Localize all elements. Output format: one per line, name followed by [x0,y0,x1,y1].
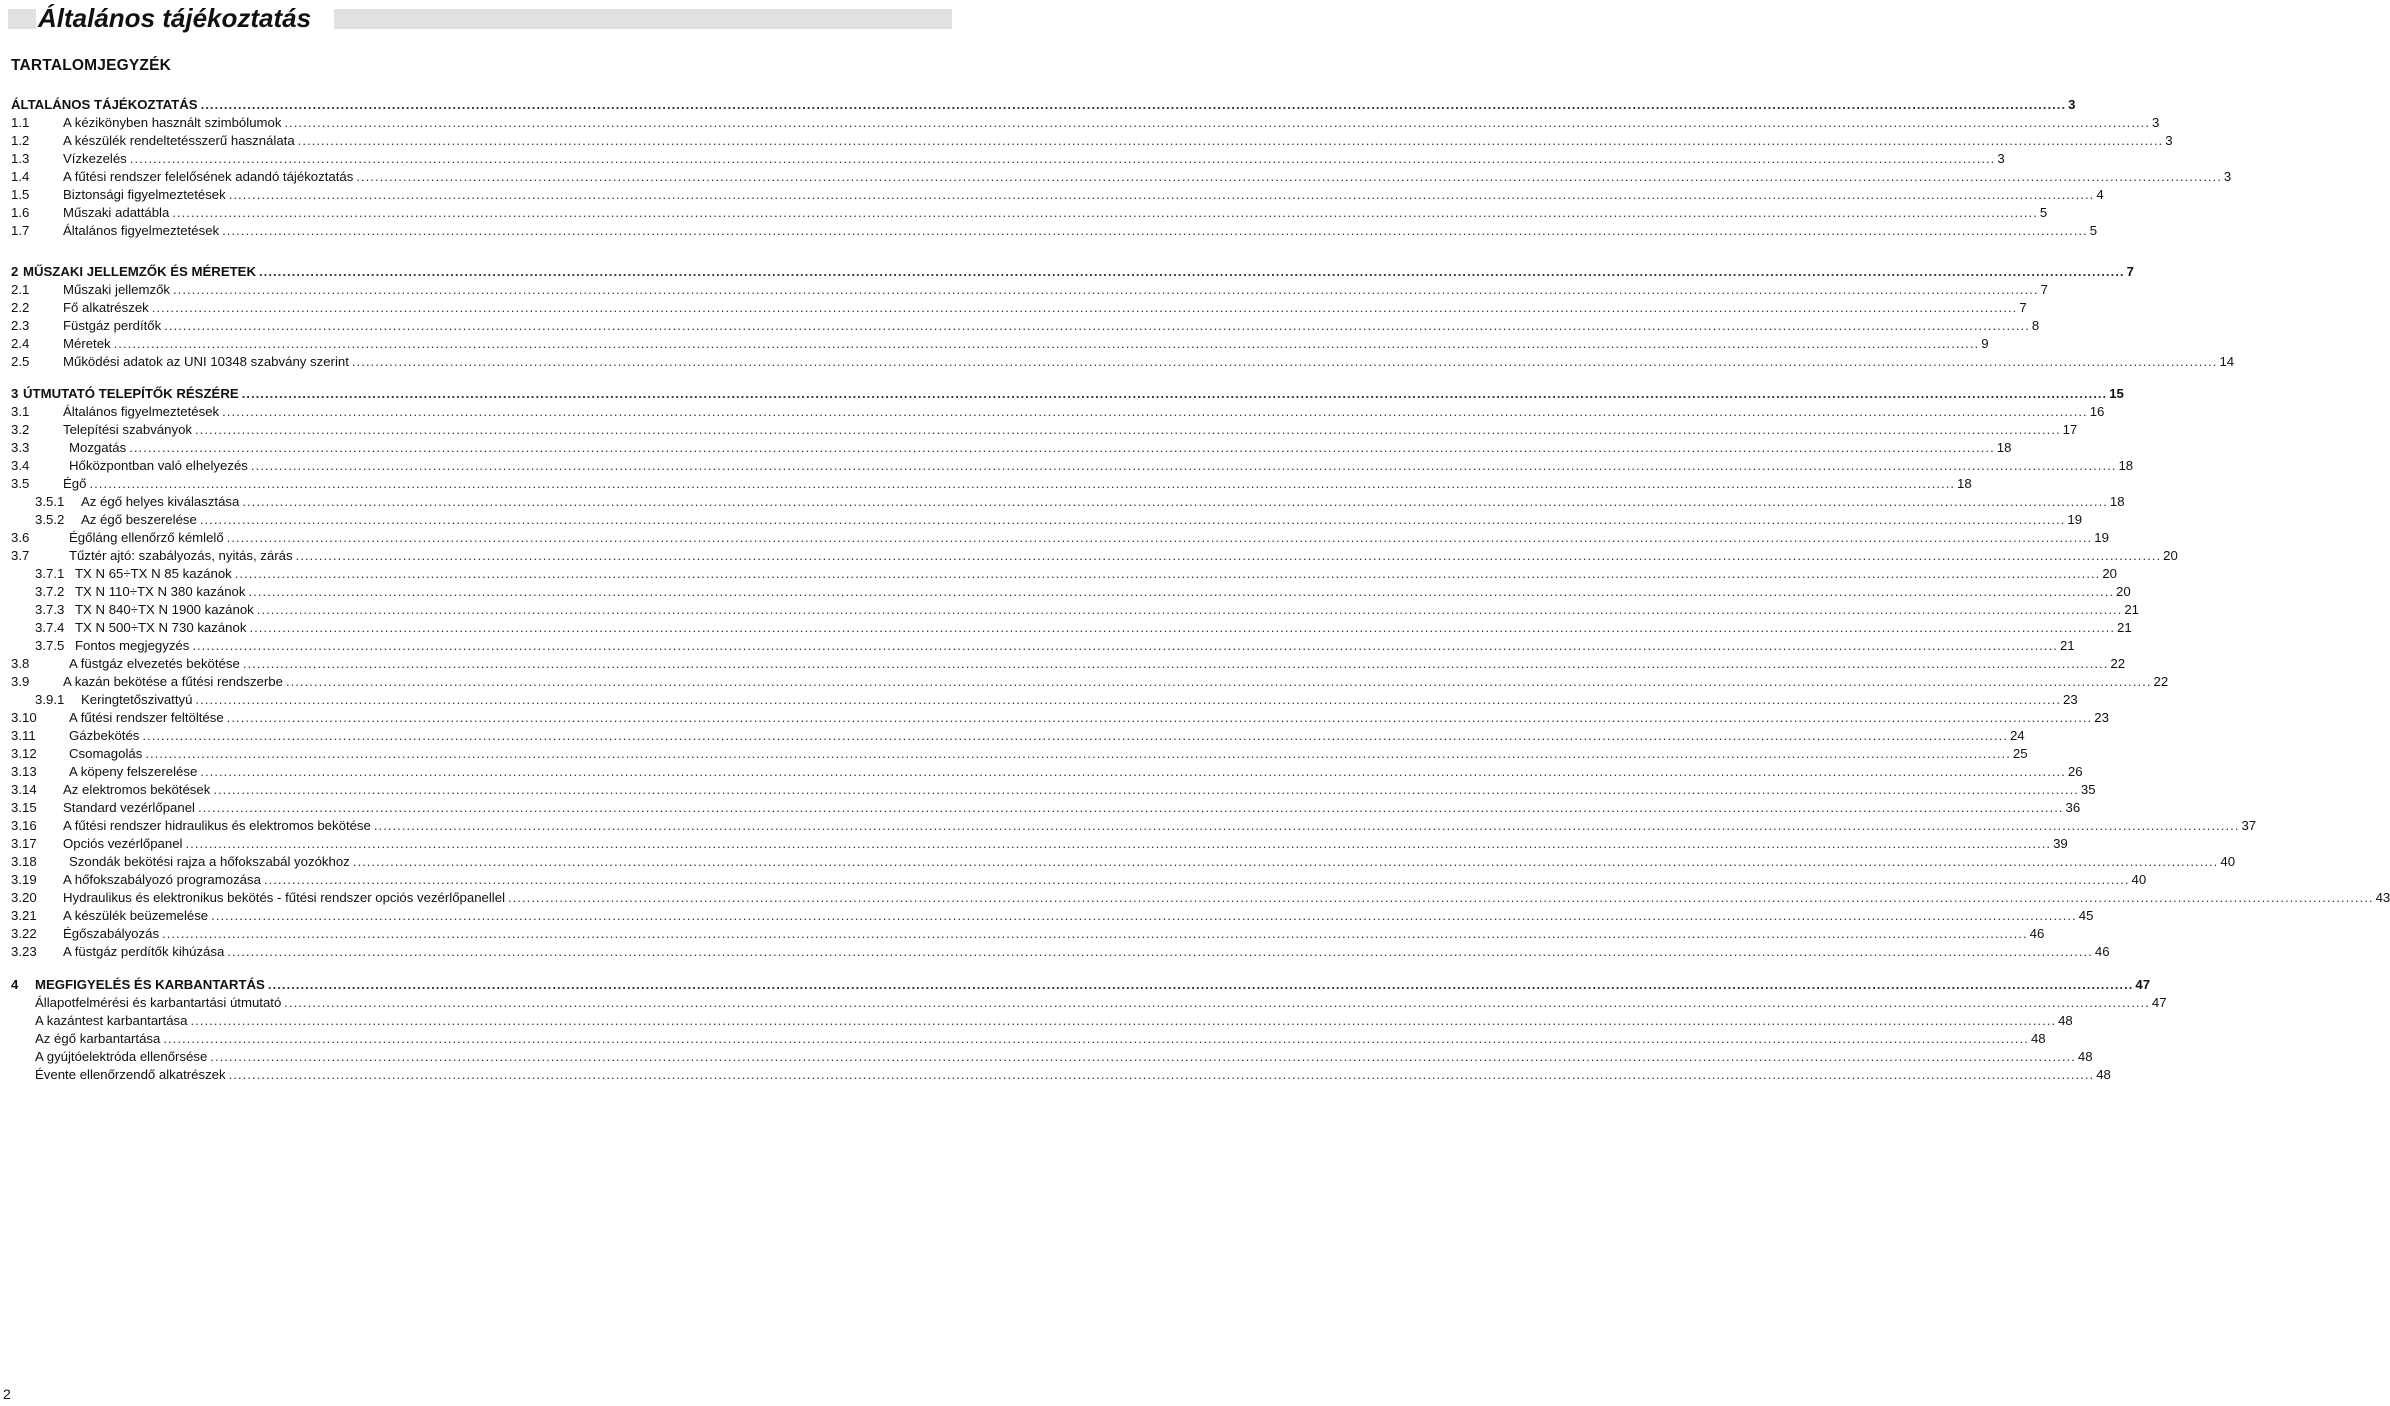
toc-leader-dots: ................................................................................................................................................................................................................................................................................................................................................................................................................ [129,151,1996,166]
toc-entry-title: Állapotfelmérési és karbantartási útmutató [35,994,284,1012]
toc-entry-page: 21 [2124,602,2140,617]
toc-entry-page: 18 [2109,494,2125,509]
toc-entry-title: A füstgáz perdítők kihúzása [63,943,227,961]
toc-leader-dots: ................................................................................................................................................................................................................................................................................................................................................................................................................ [227,944,2093,959]
toc-leader-dots: ................................................................................................................................................................................................................................................................................................................................................................................................................ [226,710,2093,725]
toc-entry[interactable] [11,1048,2093,1066]
toc-entry-title: ÚTMUTATÓ TELEPÍTŐK RÉSZÉRE [23,385,242,403]
toc-entry-number: 3.14 [11,782,37,797]
toc-entry-number: 3.7.3 [35,602,65,617]
toc-entry-title: TX N 500÷TX N 730 kazánok [75,619,249,637]
toc-leader-dots: ................................................................................................................................................................................................................................................................................................................................................................................................................ [356,169,2222,184]
toc-entry[interactable] [11,186,2104,204]
toc-entry-page: 23 [2094,710,2109,725]
toc-entry-number: 2 [11,264,19,279]
toc-entry[interactable] [11,335,1989,353]
toc-leader-dots: ................................................................................................................................................................................................................................................................................................................................................................................................................ [228,1067,2095,1082]
toc-entry-page: 45 [2078,908,2094,923]
toc-leader-dots: ................................................................................................................................................................................................................................................................................................................................................................................................................ [199,512,2066,527]
toc-entry-title: Mozgatás [69,439,129,457]
toc-entry-title: A készülék rendeltetésszerű használata [63,132,298,150]
toc-entry-page: 5 [2089,223,2098,238]
toc-entry[interactable] [11,403,2105,421]
toc-entry[interactable] [11,601,2140,619]
toc-leader-dots: ................................................................................................................................................................................................................................................................................................................................................................................................................ [285,674,2152,689]
toc-entry-title: Az égő helyes kiválasztása [81,493,242,511]
toc-entry[interactable] [11,1012,2073,1030]
toc-entry-number: 3.21 [11,908,37,923]
toc-leader-dots: ................................................................................................................................................................................................................................................................................................................................................................................................................ [508,890,2374,905]
toc-entry-title: TX N 110÷TX N 380 kazánok [75,583,248,601]
toc-leader-dots: ................................................................................................................................................................................................................................................................................................................................................................................................................ [234,566,2101,581]
toc-entry-number: 1.3 [11,151,30,166]
toc-entry[interactable] [11,493,2125,511]
toc-entry-title: Fő alkatrészek [63,299,152,317]
toc-leader-dots: ................................................................................................................................................................................................................................................................................................................................................................................................................ [259,264,2125,279]
toc-entry-page: 19 [2067,512,2083,527]
toc-entry[interactable] [11,168,2232,186]
toc-leader-dots: ................................................................................................................................................................................................................................................................................................................................................................................................................ [210,1049,2076,1064]
toc-entry-number: 3.5.2 [35,512,65,527]
header-bar-right [334,9,952,29]
toc-entry-title: TX N 840÷TX N 1900 kazánok [75,601,257,619]
toc-entry-number: 4 [11,977,19,992]
toc-entry-title: A fűtési rendszer hidraulikus és elektromos bekötése [63,817,374,835]
toc-entry-number: 1.5 [11,187,30,202]
toc-entry[interactable] [11,353,2235,371]
toc-entry-number: 2.5 [11,354,30,369]
toc-entry-number: 3.10 [11,710,37,725]
toc-entry[interactable] [11,529,2109,547]
toc-leader-dots: ................................................................................................................................................................................................................................................................................................................................................................................................................ [352,854,2219,869]
toc-entry-number: 2.2 [11,300,30,315]
toc-entry-page: 3 [2068,97,2076,112]
toc-leader-dots: ................................................................................................................................................................................................................................................................................................................................................................................................................ [195,422,2061,437]
toc-leader-dots: ................................................................................................................................................................................................................................................................................................................................................................................................................ [151,300,2018,315]
toc-entry-title: Standard vezérlőpanel [63,799,198,817]
toc-entry-page: 20 [2163,548,2178,563]
toc-entry-title: Az égő karbantartása [35,1030,163,1048]
toc-entry[interactable] [11,114,2160,132]
toc-entry-number: 3.7.4 [35,620,65,635]
toc-entry[interactable] [11,421,2078,439]
toc-entry-page: 46 [2094,944,2110,959]
toc-entry-number: 3.3 [11,440,30,455]
toc-entry-title: Műszaki adattábla [63,204,172,222]
toc-entry-title: Általános figyelmeztetések [63,222,222,240]
toc-entry[interactable] [11,583,2131,601]
toc-entry-page: 22 [2153,674,2169,689]
toc-entry-number: 3.1 [11,404,30,419]
toc-leader-dots: ................................................................................................................................................................................................................................................................................................................................................................................................................ [222,404,2088,419]
toc-leader-dots: ................................................................................................................................................................................................................................................................................................................................................................................................................ [190,1013,2057,1028]
toc-entry-page: 16 [2089,404,2105,419]
toc-entry-number: 3.9.1 [35,692,65,707]
toc-leader-dots: ................................................................................................................................................................................................................................................................................................................................................................................................................ [163,1031,2029,1046]
toc-entry-page: 47 [2151,995,2167,1010]
toc-entry-page: 3 [1997,151,2005,166]
toc-entry-title: Fontos megjegyzés [75,637,192,655]
toc-entry-number: 3.12 [11,746,37,761]
toc-entry-number: 3.11 [11,728,36,743]
toc-entry-title: Működési adatok az UNI 10348 szabvány szerint [63,353,352,371]
toc-entry-page: 3 [2223,169,2232,184]
toc-entry-number: 3.2 [11,422,30,437]
toc-entry-page: 17 [2062,422,2078,437]
toc-entry-number: 3.7.2 [35,584,65,599]
toc-entry-title: MEGFIGYELÉS ÉS KARBANTARTÁS [35,976,268,994]
toc-entry-page: 48 [2096,1067,2111,1082]
toc-leader-dots: ................................................................................................................................................................................................................................................................................................................................................................................................................ [256,602,2123,617]
toc-leader-dots: ................................................................................................................................................................................................................................................................................................................................................................................................................ [164,318,2030,333]
toc-entry[interactable] [11,763,2083,781]
toc-entry-title: A füstgáz elvezetés bekötése [69,655,243,673]
toc-entry-number: 3.8 [11,656,30,671]
toc-entry-page: 7 [2126,264,2134,279]
toc-entry[interactable] [11,745,2028,763]
toc-entry-title: A kézikönyben használt szimbólumok [63,114,284,132]
toc-entry-page: 20 [2116,584,2131,599]
toc-entry-page: 23 [2063,692,2078,707]
toc-entry-title: Keringtetőszivattyú [81,691,195,709]
toc-entry-page: 25 [2012,746,2028,761]
header-bar-left [8,9,36,29]
toc-entry-title: Az égő beszerelése [81,511,200,529]
toc-entry-title: Füstgáz perdítők [63,317,164,335]
toc-entry-number: 1.6 [11,205,30,220]
toc-entry-title: A kazán bekötése a fűtési rendszerbe [63,673,286,691]
toc-leader-dots: ................................................................................................................................................................................................................................................................................................................................................................................................................ [284,115,2151,130]
toc-leader-dots: ................................................................................................................................................................................................................................................................................................................................................................................................................ [297,133,2164,148]
toc-entry-title: A gyújtóelektróda ellenőrsése [35,1048,210,1066]
toc-entry-title: Égőláng ellenőrző kémlelő [69,529,227,547]
toc-entry-title: Évente ellenőrzendő alkatrészek [35,1066,229,1084]
toc-entry-title: Égőszabályozás [63,925,162,943]
toc-entry-page: 46 [2029,926,2045,941]
toc-leader-dots: ................................................................................................................................................................................................................................................................................................................................................................................................................ [373,818,2240,833]
toc-entry-number: 3.17 [11,836,37,851]
toc-entry[interactable] [11,799,2081,817]
toc-leader-dots: ................................................................................................................................................................................................................................................................................................................................................................................................................ [162,926,2028,941]
toc-entry[interactable] [11,547,2178,565]
toc-entry-page: 47 [2135,977,2151,992]
toc-entry[interactable] [11,263,2134,281]
toc-entry-number: 3.7.1 [35,566,65,581]
toc-leader-dots: ................................................................................................................................................................................................................................................................................................................................................................................................................ [250,458,2117,473]
toc-leader-dots: ................................................................................................................................................................................................................................................................................................................................................................................................................ [226,530,2093,545]
toc-entry[interactable] [11,511,2083,529]
toc-leader-dots: ................................................................................................................................................................................................................................................................................................................................................................................................................ [192,638,2058,653]
toc-entry-page: 7 [2019,300,2027,315]
toc-entry-title: Csomagolás [69,745,145,763]
toc-entry-page: 24 [2009,728,2025,743]
toc-leader-dots: ................................................................................................................................................................................................................................................................................................................................................................................................................ [295,548,2162,563]
toc-entry-page: 18 [1996,440,2012,455]
toc-entry-number: 1.1 [11,115,30,130]
toc-entry[interactable] [11,673,2169,691]
toc-leader-dots: ................................................................................................................................................................................................................................................................................................................................................................................................................ [197,800,2064,815]
toc-entry-page: 18 [1957,476,1972,491]
toc-entry[interactable] [11,1030,2046,1048]
toc-entry[interactable] [11,1066,2111,1084]
toc-entry-number: 3.6 [11,530,30,545]
toc-leader-dots: ................................................................................................................................................................................................................................................................................................................................................................................................................ [242,656,2109,671]
toc-entry-title: Az elektromos bekötések [63,781,213,799]
toc-entry[interactable] [11,204,2048,222]
toc-entry-page: 39 [2053,836,2068,851]
toc-entry[interactable] [11,565,2118,583]
toc-leader-dots: ................................................................................................................................................................................................................................................................................................................................................................................................................ [185,836,2052,851]
toc-entry[interactable] [11,781,2096,799]
toc-entry-page: 43 [2375,890,2390,905]
toc-entry-title: MŰSZAKI JELLEMZŐK ÉS MÉRETEK [23,263,259,281]
toc-leader-dots: ................................................................................................................................................................................................................................................................................................................................................................................................................ [284,995,2150,1010]
toc-entry-page: 26 [2067,764,2083,779]
toc-entry-number: 3 [11,386,19,401]
toc-entry-number: 3.16 [11,818,37,833]
toc-leader-dots: ................................................................................................................................................................................................................................................................................................................................................................................................................ [267,977,2134,992]
toc-entry-title: Biztonsági figyelmeztetések [63,186,229,204]
toc-entry-number: 3.13 [11,764,37,779]
toc-entry-number: 3.5 [11,476,30,491]
toc-entry-number: 3.15 [11,800,37,815]
toc-entry-title: A hőfokszabályozó programozása [63,871,264,889]
toc-entry-page: 15 [2109,386,2124,401]
toc-entry-title: Vízkezelés [63,150,130,168]
toc-entry-number: 3.20 [11,890,37,905]
toc-entry[interactable] [11,222,2098,240]
toc-entry[interactable] [11,317,2040,335]
toc-leader-dots: ................................................................................................................................................................................................................................................................................................................................................................................................................ [200,97,2067,112]
toc-entry[interactable] [11,943,2110,961]
toc-entry[interactable] [11,619,2132,637]
toc-leader-dots: ................................................................................................................................................................................................................................................................................................................................................................................................................ [142,728,2008,743]
toc-entry-page: 14 [2219,354,2235,369]
toc-entry-page: 21 [2117,620,2132,635]
toc-leader-dots: ................................................................................................................................................................................................................................................................................................................................................................................................................ [213,782,2079,797]
toc-leader-dots: ................................................................................................................................................................................................................................................................................................................................................................................................................ [241,386,2108,401]
toc-entry[interactable] [11,925,2045,943]
toc-entry-number: 3.4 [11,458,30,473]
toc-leader-dots: ................................................................................................................................................................................................................................................................................................................................................................................................................ [211,908,2077,923]
toc-entry[interactable] [11,150,2005,168]
toc-entry[interactable] [11,871,2147,889]
toc-entry-page: 37 [2241,818,2257,833]
toc-entry[interactable] [11,655,2126,673]
toc-entry-page: 20 [2102,566,2118,581]
toc-entry-page: 3 [2165,133,2173,148]
toc-leader-dots: ................................................................................................................................................................................................................................................................................................................................................................................................................ [249,620,2116,635]
toc-entry-title: Méretek [63,335,114,353]
toc-entry-title: A köpeny felszerelése [69,763,200,781]
toc-leader-dots: ................................................................................................................................................................................................................................................................................................................................................................................................................ [129,440,1995,455]
toc-entry-number: 3.18 [11,854,37,869]
toc-entry-number: 1.4 [11,169,30,184]
toc-entry[interactable] [11,976,2151,994]
page-number: 2 [3,1386,11,1402]
toc-entry-number: 1.7 [11,223,30,238]
toc-entry-number: 2.3 [11,318,30,333]
toc-entry[interactable] [11,709,2109,727]
toc-leader-dots: ................................................................................................................................................................................................................................................................................................................................................................................................................ [195,692,2061,707]
toc-entry-title: Gázbekötés [69,727,142,745]
toc-entry-number: 2.4 [11,336,30,351]
toc-entry-page: 48 [2030,1031,2046,1046]
toc-entry-page: 3 [2152,115,2160,130]
toc-entry[interactable] [11,817,2257,835]
toc-entry[interactable] [11,299,2027,317]
toc-entry-title: Opciós vezérlőpanel [63,835,186,853]
toc-leader-dots: ................................................................................................................................................................................................................................................................................................................................................................................................................ [228,187,2095,202]
toc-entry-number: 3.19 [11,872,37,887]
toc-entry-page: 5 [2039,205,2048,220]
toc-entry-title: Általános figyelmeztetések [63,403,222,421]
toc-entry-title: Hydraulikus és elektronikus bekötés - fűtési rendszer opciós vezérlőpanellel [63,889,508,907]
toc-entry-page: 48 [2077,1049,2093,1064]
toc-entry-page: 22 [2110,656,2126,671]
section-header [8,3,952,33]
toc-entry-page: 9 [1981,336,1989,351]
toc-entry[interactable] [11,889,2390,907]
toc-entry[interactable] [11,439,2012,457]
toc-entry-title: Telepítési szabványok [63,421,195,439]
toc-entry-number: 3.22 [11,926,37,941]
toc-leader-dots: ................................................................................................................................................................................................................................................................................................................................................................................................................ [89,476,1956,491]
toc-entry[interactable] [11,457,2134,475]
toc-entry-title: Műszaki jellemzők [63,281,173,299]
toc-leader-dots: ................................................................................................................................................................................................................................................................................................................................................................................................................ [242,494,2108,509]
toc-entry-title: Égő [63,475,89,493]
toc-entry-page: 7 [2040,282,2048,297]
toc-entry[interactable] [11,691,2078,709]
toc-entry[interactable] [11,835,2068,853]
toc-leader-dots: ................................................................................................................................................................................................................................................................................................................................................................................................................ [145,746,2011,761]
toc-entry-title: Hőközpontban való elhelyezés [69,457,251,475]
toc-entry-page: 35 [2080,782,2096,797]
toc-entry[interactable] [11,385,2124,403]
toc-entry-title: A kazántest karbantartása [35,1012,190,1030]
toc-entry[interactable] [11,132,2173,150]
toc-entry-page: 4 [2096,187,2104,202]
toc-entry[interactable] [11,853,2236,871]
toc-entry[interactable] [11,96,2076,114]
toc-entry-page: 19 [2094,530,2109,545]
toc-entry-page: 40 [2220,854,2236,869]
toc-entry[interactable] [11,475,1972,493]
toc-title: TARTALOMJEGYZÉK [11,57,172,74]
toc-leader-dots: ................................................................................................................................................................................................................................................................................................................................................................................................................ [172,205,2038,220]
toc-entry-number: 3.7 [11,548,30,563]
toc-entry-title: Tűztér ajtó: szabályozás, nyitás, zárás [69,547,296,565]
toc-entry-title: Szondák bekötési rajza a hőfokszabál yozókhoz [69,853,353,871]
toc-entry-number: 3.7.5 [35,638,65,653]
toc-entry-number: 3.23 [11,944,37,959]
toc-entry-page: 36 [2065,800,2081,815]
toc-leader-dots: ................................................................................................................................................................................................................................................................................................................................................................................................................ [113,336,1980,351]
toc-entry-page: 18 [2118,458,2134,473]
toc-entry[interactable] [11,907,2094,925]
toc-entry-number: 2.1 [11,282,30,297]
toc-leader-dots: ................................................................................................................................................................................................................................................................................................................................................................................................................ [222,223,2088,238]
toc-entry-page: 8 [2031,318,2040,333]
toc-entry-title: A fűtési rendszer feltöltése [69,709,227,727]
toc-leader-dots: ................................................................................................................................................................................................................................................................................................................................................................................................................ [173,282,2039,297]
toc-entry-page: 40 [2131,872,2147,887]
toc-entry-title: A fűtési rendszer felelősének adandó tájékoztatás [63,168,356,186]
toc-entry[interactable] [11,281,2048,299]
toc-entry-title: TX N 65÷TX N 85 kazánok [75,565,235,583]
toc-entry-page: 48 [2058,1013,2073,1028]
toc-leader-dots: ................................................................................................................................................................................................................................................................................................................................................................................................................ [263,872,2130,887]
toc-entry[interactable] [11,727,2025,745]
toc-leader-dots: ................................................................................................................................................................................................................................................................................................................................................................................................................ [248,584,2115,599]
toc-leader-dots: ................................................................................................................................................................................................................................................................................................................................................................................................................ [200,764,2066,779]
toc-entry-number: 3.5.1 [35,494,65,509]
toc-entry-page: 21 [2059,638,2075,653]
toc-entry-number: 3.9 [11,674,30,689]
toc-entry-title: A készülék beüzemelése [63,907,211,925]
toc-entry[interactable] [11,637,2075,655]
toc-entry-title: ÁLTALÁNOS TÁJÉKOZTATÁS [11,96,201,114]
toc-leader-dots: ................................................................................................................................................................................................................................................................................................................................................................................................................ [351,354,2218,369]
toc-entry-number: 1.2 [11,133,30,148]
section-title: Általános tájékoztatás [38,3,312,33]
toc-entry[interactable] [11,994,2167,1012]
